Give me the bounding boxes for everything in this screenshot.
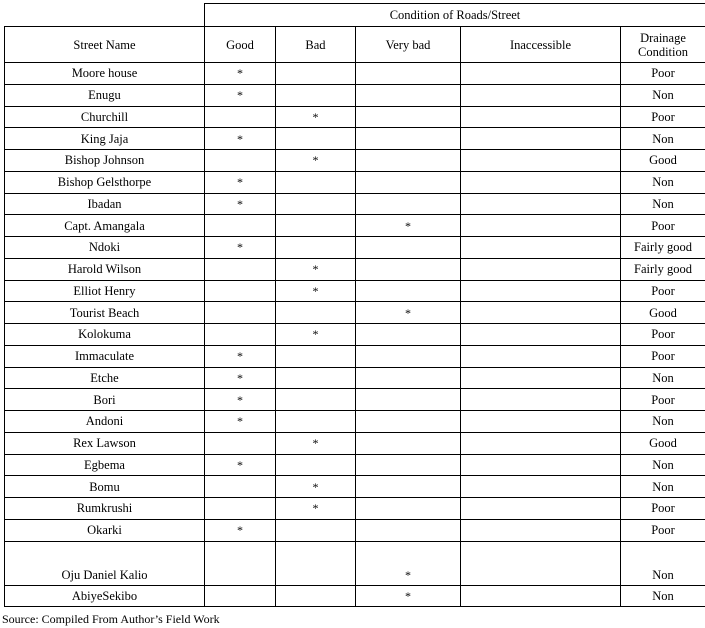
- street-name-cell: Rex Lawson: [5, 432, 205, 454]
- good-cell: [205, 432, 276, 454]
- street-name-cell: Bori: [5, 389, 205, 411]
- drainage-cell: Poor: [621, 324, 705, 346]
- table-row: [5, 411, 705, 433]
- bad-cell: *: [276, 150, 356, 172]
- bad-cell: *: [276, 432, 356, 454]
- good-cell: [205, 302, 276, 324]
- table-row: [5, 476, 705, 498]
- drainage-cell: Non: [621, 411, 705, 433]
- bad-cell: [276, 171, 356, 193]
- drainage-cell: Poor: [621, 389, 705, 411]
- street-name-cell: Enugu: [5, 84, 205, 106]
- very-bad-cell: *: [356, 302, 461, 324]
- drainage-cell: Poor: [621, 106, 705, 128]
- good-cell: *: [205, 519, 276, 541]
- very-bad-cell: [356, 63, 461, 85]
- bad-cell: *: [276, 498, 356, 520]
- street-name-cell: AbiyeSekibo: [5, 585, 205, 607]
- inaccessible-cell: [461, 541, 621, 585]
- table-row: [5, 128, 705, 150]
- column-header-street: Street Name: [5, 27, 205, 63]
- very-bad-cell: [356, 324, 461, 346]
- drainage-cell: Non: [621, 193, 705, 215]
- bad-cell: *: [276, 476, 356, 498]
- inaccessible-cell: [461, 150, 621, 172]
- good-cell: *: [205, 63, 276, 85]
- bad-cell: *: [276, 258, 356, 280]
- blank-corner-cell: [5, 4, 205, 27]
- bad-cell: [276, 411, 356, 433]
- bad-cell: [276, 389, 356, 411]
- inaccessible-cell: [461, 258, 621, 280]
- table-row: [5, 345, 705, 367]
- drainage-cell: Fairly good: [621, 258, 705, 280]
- good-cell: *: [205, 128, 276, 150]
- inaccessible-cell: [461, 128, 621, 150]
- table-row: [5, 432, 705, 454]
- very-bad-cell: [356, 389, 461, 411]
- inaccessible-cell: [461, 432, 621, 454]
- good-cell: [205, 585, 276, 607]
- drainage-cell: Non: [621, 541, 705, 585]
- street-name-cell: Ibadan: [5, 193, 205, 215]
- inaccessible-cell: [461, 519, 621, 541]
- street-name-cell: Moore house: [5, 63, 205, 85]
- very-bad-cell: [356, 128, 461, 150]
- good-cell: *: [205, 193, 276, 215]
- inaccessible-cell: [461, 367, 621, 389]
- group-header: Condition of Roads/Street: [205, 4, 705, 27]
- inaccessible-cell: [461, 302, 621, 324]
- street-name-cell: Okarki: [5, 519, 205, 541]
- inaccessible-cell: [461, 215, 621, 237]
- bad-cell: [276, 519, 356, 541]
- table-body: [5, 63, 705, 607]
- column-header-good: Good: [205, 27, 276, 63]
- table-row: [5, 150, 705, 172]
- very-bad-cell: [356, 454, 461, 476]
- bad-cell: [276, 63, 356, 85]
- drainage-cell: Non: [621, 476, 705, 498]
- very-bad-cell: [356, 258, 461, 280]
- street-name-cell: King Jaja: [5, 128, 205, 150]
- very-bad-cell: [356, 432, 461, 454]
- very-bad-cell: [356, 84, 461, 106]
- bad-cell: [276, 193, 356, 215]
- drainage-cell: Good: [621, 302, 705, 324]
- table-row: [5, 215, 705, 237]
- drainage-cell: Poor: [621, 519, 705, 541]
- good-cell: [205, 498, 276, 520]
- inaccessible-cell: [461, 193, 621, 215]
- street-name-cell: Elliot Henry: [5, 280, 205, 302]
- column-header-drainage-line2: Condition: [637, 44, 688, 59]
- inaccessible-cell: [461, 476, 621, 498]
- bad-cell: [276, 302, 356, 324]
- inaccessible-cell: [461, 454, 621, 476]
- drainage-cell: Non: [621, 84, 705, 106]
- drainage-cell: Poor: [621, 498, 705, 520]
- inaccessible-cell: [461, 585, 621, 607]
- bad-cell: [276, 345, 356, 367]
- good-cell: *: [205, 411, 276, 433]
- good-cell: [205, 258, 276, 280]
- drainage-cell: Poor: [621, 345, 705, 367]
- very-bad-cell: *: [356, 541, 461, 585]
- column-header-bad: Bad: [276, 27, 356, 63]
- very-bad-cell: [356, 237, 461, 259]
- street-name-cell: Etche: [5, 367, 205, 389]
- table-row: [5, 84, 705, 106]
- column-header-drainage: [621, 27, 705, 63]
- very-bad-cell: [356, 106, 461, 128]
- table-row: [5, 63, 705, 85]
- source-note: Source: Compiled From Author’s Field Work: [2, 612, 220, 626]
- inaccessible-cell: [461, 171, 621, 193]
- bad-cell: [276, 215, 356, 237]
- very-bad-cell: [356, 193, 461, 215]
- drainage-cell: Good: [621, 432, 705, 454]
- very-bad-cell: [356, 280, 461, 302]
- good-cell: [205, 215, 276, 237]
- street-name-cell: Rumkrushi: [5, 498, 205, 520]
- good-cell: [205, 280, 276, 302]
- very-bad-cell: [356, 367, 461, 389]
- table-row: [5, 519, 705, 541]
- good-cell: *: [205, 345, 276, 367]
- inaccessible-cell: [461, 324, 621, 346]
- good-cell: *: [205, 171, 276, 193]
- table-row: [5, 498, 705, 520]
- good-cell: *: [205, 84, 276, 106]
- good-cell: *: [205, 454, 276, 476]
- good-cell: [205, 150, 276, 172]
- very-bad-cell: [356, 411, 461, 433]
- street-name-cell: Egbema: [5, 454, 205, 476]
- good-cell: [205, 324, 276, 346]
- drainage-cell: Good: [621, 150, 705, 172]
- bad-cell: *: [276, 280, 356, 302]
- drainage-cell: Non: [621, 171, 705, 193]
- street-name-cell: Immaculate: [5, 345, 205, 367]
- very-bad-cell: [356, 345, 461, 367]
- inaccessible-cell: [461, 84, 621, 106]
- street-name-cell: Capt. Amangala: [5, 215, 205, 237]
- inaccessible-cell: [461, 63, 621, 85]
- bad-cell: [276, 541, 356, 585]
- bad-cell: *: [276, 106, 356, 128]
- inaccessible-cell: [461, 345, 621, 367]
- drainage-cell: Non: [621, 367, 705, 389]
- column-header-very-bad: Very bad: [356, 27, 461, 63]
- very-bad-cell: [356, 519, 461, 541]
- drainage-cell: Non: [621, 585, 705, 607]
- table-row: [5, 324, 705, 346]
- table-row: [5, 171, 705, 193]
- good-cell: *: [205, 237, 276, 259]
- drainage-cell: Non: [621, 454, 705, 476]
- column-header-row: [5, 27, 705, 63]
- street-name-cell: Bomu: [5, 476, 205, 498]
- inaccessible-cell: [461, 237, 621, 259]
- very-bad-cell: *: [356, 585, 461, 607]
- road-condition-table: [4, 3, 705, 607]
- good-cell: [205, 476, 276, 498]
- bad-cell: [276, 585, 356, 607]
- drainage-cell: Poor: [621, 280, 705, 302]
- drainage-cell: Poor: [621, 215, 705, 237]
- inaccessible-cell: [461, 280, 621, 302]
- bad-cell: [276, 454, 356, 476]
- bad-cell: [276, 84, 356, 106]
- street-name-cell: Andoni: [5, 411, 205, 433]
- table-row: [5, 454, 705, 476]
- bad-cell: [276, 367, 356, 389]
- table-row: [5, 280, 705, 302]
- good-cell: *: [205, 389, 276, 411]
- street-name-cell: Tourist Beach: [5, 302, 205, 324]
- bad-cell: *: [276, 324, 356, 346]
- group-header-row: [5, 4, 705, 27]
- street-name-cell: Harold Wilson: [5, 258, 205, 280]
- street-name-cell: Oju Daniel Kalio: [5, 541, 205, 585]
- bad-cell: [276, 237, 356, 259]
- table-row: [5, 237, 705, 259]
- table-row: [5, 389, 705, 411]
- good-cell: *: [205, 367, 276, 389]
- table-row: [5, 541, 705, 585]
- inaccessible-cell: [461, 498, 621, 520]
- table-row: [5, 193, 705, 215]
- street-name-cell: Bishop Johnson: [5, 150, 205, 172]
- column-header-inaccessible: Inaccessible: [461, 27, 621, 63]
- inaccessible-cell: [461, 106, 621, 128]
- street-name-cell: Bishop Gelsthorpe: [5, 171, 205, 193]
- street-name-cell: Ndoki: [5, 237, 205, 259]
- table-row: [5, 258, 705, 280]
- table-row: [5, 302, 705, 324]
- bad-cell: [276, 128, 356, 150]
- very-bad-cell: [356, 171, 461, 193]
- drainage-cell: Poor: [621, 63, 705, 85]
- good-cell: [205, 541, 276, 585]
- drainage-cell: Non: [621, 128, 705, 150]
- good-cell: [205, 106, 276, 128]
- inaccessible-cell: [461, 389, 621, 411]
- very-bad-cell: [356, 150, 461, 172]
- column-header-drainage-line1: Drainage: [640, 30, 686, 45]
- street-name-cell: Kolokuma: [5, 324, 205, 346]
- street-name-cell: Churchill: [5, 106, 205, 128]
- table-row: [5, 367, 705, 389]
- inaccessible-cell: [461, 411, 621, 433]
- table-row: [5, 106, 705, 128]
- very-bad-cell: [356, 498, 461, 520]
- table-row: [5, 585, 705, 607]
- very-bad-cell: *: [356, 215, 461, 237]
- drainage-cell: Fairly good: [621, 237, 705, 259]
- very-bad-cell: [356, 476, 461, 498]
